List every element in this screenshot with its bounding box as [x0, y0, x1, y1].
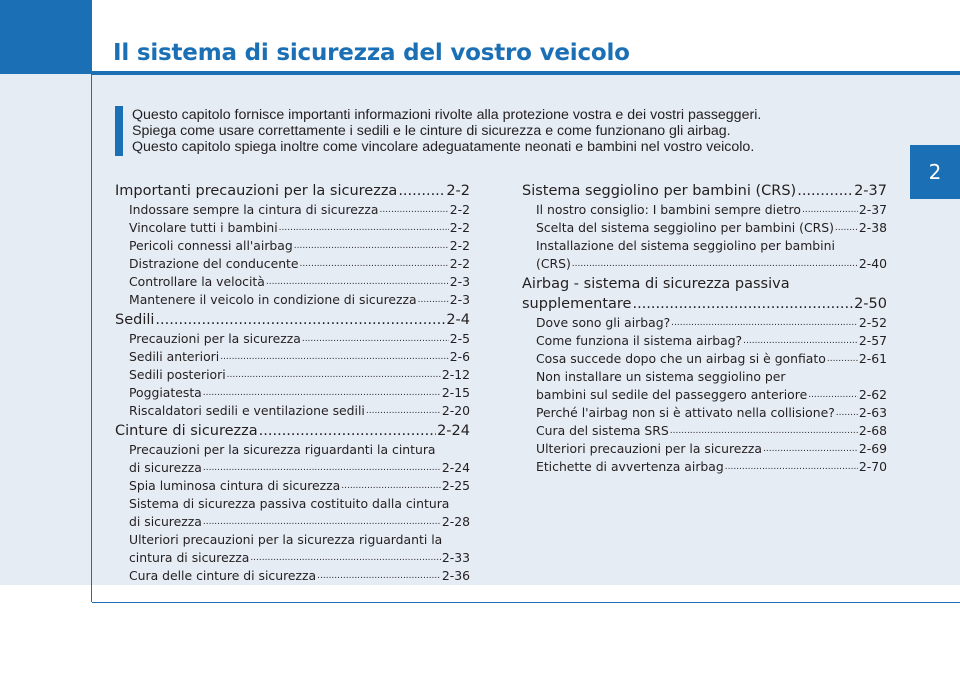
toc-item[interactable]: di sicurezza ..... 2-24: [115, 459, 470, 477]
toc-item[interactable]: Distrazione del conducente ..... 2-2: [115, 255, 470, 273]
toc-item[interactable]: Pericoli connessi all'airbag ..... 2-2: [115, 237, 470, 255]
toc-heading-airbag[interactable]: supplementare ..... 2-50: [522, 294, 887, 314]
title-rule: [92, 71, 960, 75]
toc-item[interactable]: Riscaldatori sedili e ventilazione sedili ..... 2-20: [115, 402, 470, 420]
intro-paragraph: [132, 107, 884, 155]
toc-item[interactable]: Vincolare tutti i bambini ..... 2-2: [115, 219, 470, 237]
toc-item[interactable]: Cosa succede dopo che un airbag si è gonfiato ..... 2-61: [522, 350, 887, 368]
toc-item-line[interactable]: Ulteriori precauzioni per la sicurezza riguardanti la: [129, 532, 443, 547]
toc-heading-precauzioni[interactable]: Importanti precauzioni per la sicurezza ..... 2-2: [115, 181, 470, 201]
chapter-tab[interactable]: 2: [910, 145, 960, 199]
left-margin-strip: [0, 0, 92, 602]
toc-item[interactable]: Cura del sistema SRS ..... 2-68: [522, 422, 887, 440]
toc-item[interactable]: Spia luminosa cintura di sicurezza ..... 2-25: [115, 477, 470, 495]
toc-item[interactable]: Indossare sempre la cintura di sicurezza ..... 2-2: [115, 201, 470, 219]
toc-item[interactable]: Dove sono gli airbag? ..... 2-52: [522, 314, 887, 332]
toc-item[interactable]: Cura delle cinture di sicurezza ..... 2-36: [115, 567, 470, 585]
toc-item[interactable]: Sedili posteriori ..... 2-12: [115, 366, 470, 384]
intro-line: Spiega come usare correttamente i sedili e le cinture di sicurezza e come funzionano gli airbag.: [132, 123, 731, 139]
toc-item[interactable]: (CRS) ..... 2-40: [522, 255, 887, 273]
toc-heading-cinture[interactable]: Cinture di sicurezza ..... 2-24: [115, 421, 470, 441]
toc-item[interactable]: Etichette di avvertenza airbag ..... 2-70: [522, 458, 887, 476]
toc-item-line[interactable]: Non installare un sistema seggiolino per: [536, 369, 786, 384]
toc-right-column: [522, 180, 887, 476]
toc-item[interactable]: Il nostro consiglio: I bambini sempre dietro ..... 2-37: [522, 201, 887, 219]
toc-item[interactable]: Mantenere il veicolo in condizione di sicurezza ..... 2-3: [115, 291, 470, 309]
toc-item[interactable]: Perché l'airbag non si è attivato nella collisione? ..... 2-63: [522, 404, 887, 422]
intro-line: Questo capitolo spiega inoltre come vincolare adeguatamente neonati e bambini nel vostro veicolo.: [132, 139, 755, 155]
toc-item[interactable]: Scelta del sistema seggiolino per bambini (CRS) ..... 2-38: [522, 219, 887, 237]
toc-left-column: [115, 180, 470, 585]
toc-item[interactable]: Poggiatesta ..... 2-15: [115, 384, 470, 402]
toc-item[interactable]: Controllare la velocità ..... 2-3: [115, 273, 470, 291]
toc-item[interactable]: bambini sul sedile del passeggero anteriore ..... 2-62: [522, 386, 887, 404]
toc-heading-crs[interactable]: Sistema seggiolino per bambini (CRS) ..... 2-37: [522, 181, 887, 201]
toc-item-line[interactable]: Installazione del sistema seggiolino per bambini: [536, 238, 835, 253]
toc-heading-sedili[interactable]: Sedili ..... 2-4: [115, 310, 470, 330]
page-title: Il sistema di sicurezza del vostro veicolo: [113, 40, 630, 66]
bottom-rule: [92, 602, 960, 603]
toc-item-line[interactable]: Precauzioni per la sicurezza riguardanti la cintura: [129, 442, 436, 457]
toc-item[interactable]: Ulteriori precauzioni per la sicurezza ..... 2-69: [522, 440, 887, 458]
toc-item[interactable]: Come funziona il sistema airbag? ..... 2-57: [522, 332, 887, 350]
intro-line: Questo capitolo fornisce importanti informazioni rivolte alla protezione vostra e dei vostri passeggeri.: [132, 107, 762, 123]
toc-item-line[interactable]: Sistema di sicurezza passiva costituito dalla cintura: [129, 496, 450, 511]
corner-color-block: [0, 0, 91, 74]
toc-item[interactable]: Precauzioni per la sicurezza ..... 2-5: [115, 330, 470, 348]
toc-item[interactable]: cintura di sicurezza ..... 2-33: [115, 549, 470, 567]
toc-item[interactable]: Sedili anteriori ..... 2-6: [115, 348, 470, 366]
intro-accent-bar: [115, 106, 123, 156]
toc-item[interactable]: di sicurezza ..... 2-28: [115, 513, 470, 531]
toc-heading-airbag-line[interactable]: Airbag - sistema di sicurezza passiva: [522, 276, 790, 292]
